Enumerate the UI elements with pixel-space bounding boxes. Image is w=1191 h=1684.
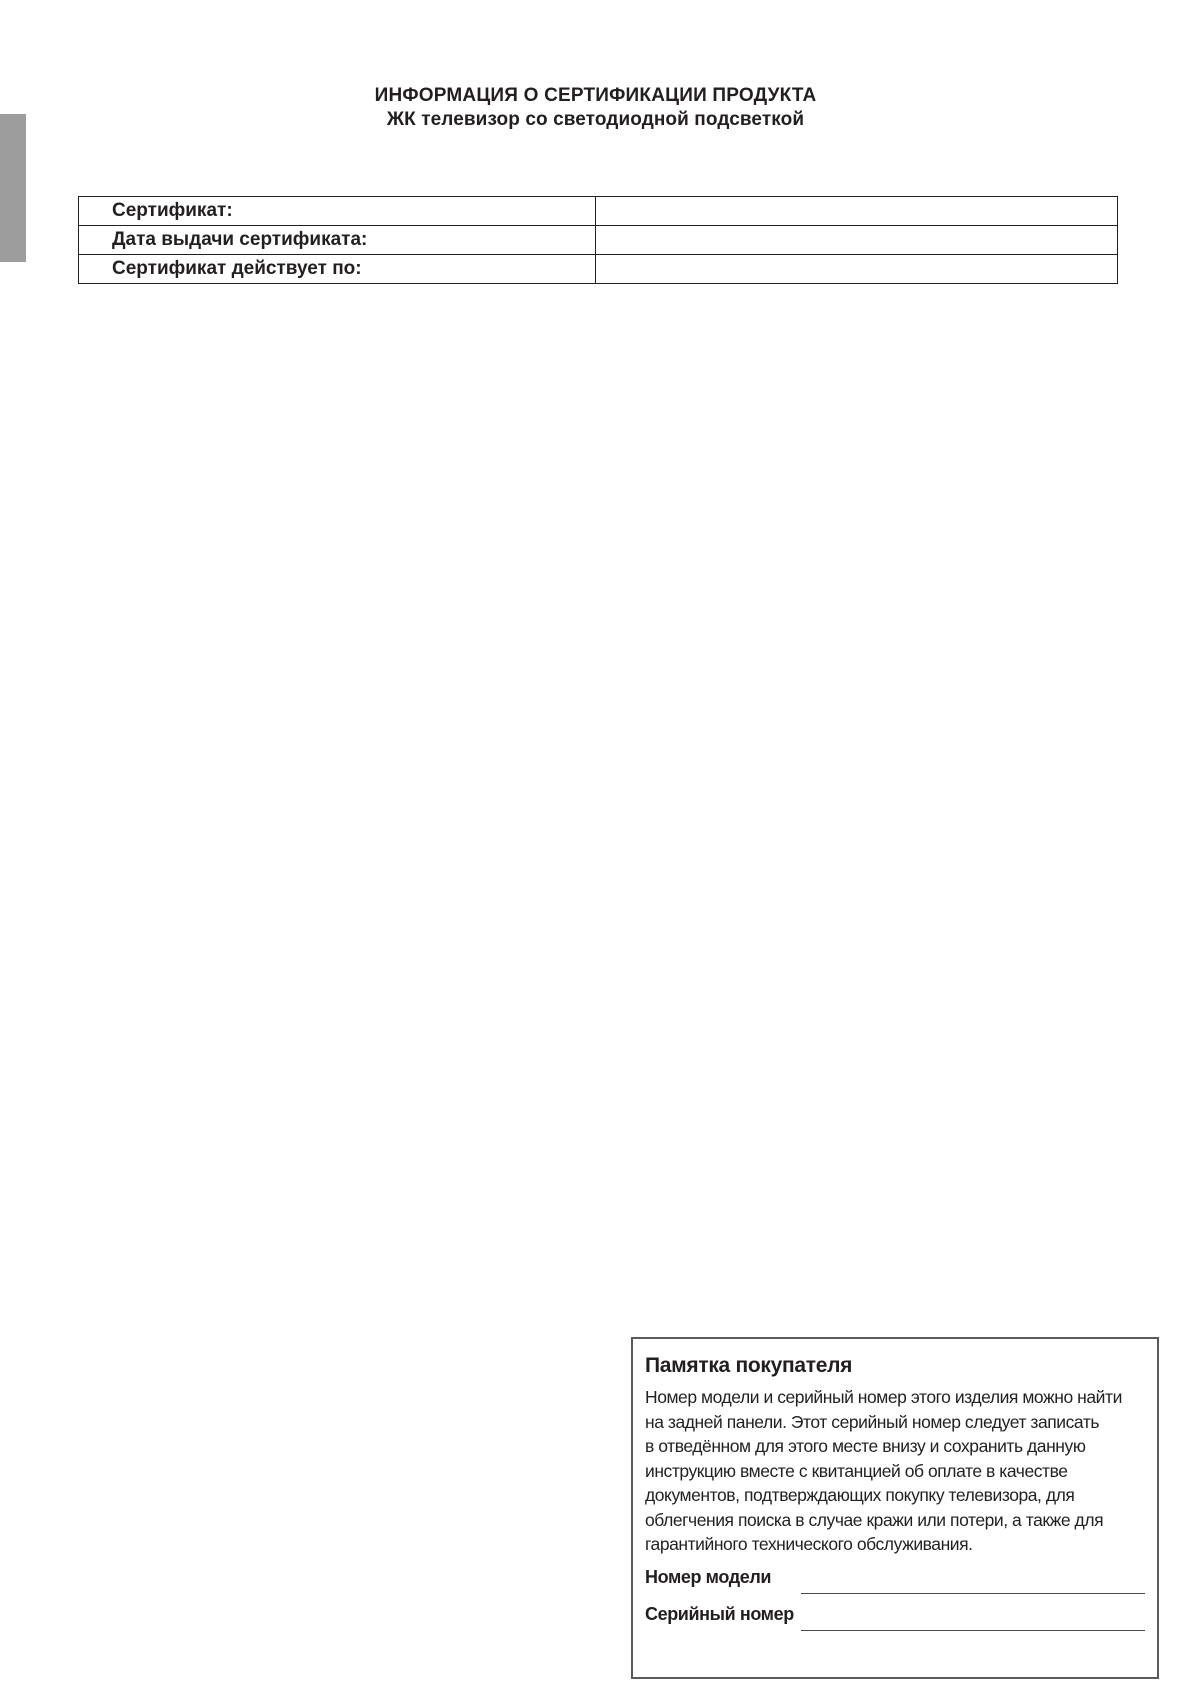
table-row [79, 197, 1118, 226]
certificate-label: Сертификат: [79, 197, 596, 226]
memo-line: гарантийного технического обслуживания. [645, 1534, 973, 1554]
model-number-row [645, 1566, 1145, 1588]
memo-body [645, 1385, 1145, 1557]
memo-line: документов, подтверждающих покупку телевизора, для [645, 1485, 1075, 1505]
memo-title: Памятка покупателя [645, 1354, 853, 1377]
customer-memo-box [631, 1337, 1159, 1679]
issue-date-label: Дата выдачи сертификата: [79, 226, 596, 255]
memo-line: инструкцию вместе с квитанцией об оплате в качестве [645, 1460, 1068, 1481]
memo-line: на задней панели. Этот серийный номер следует записать [645, 1411, 1100, 1432]
valid-until-value [596, 255, 1118, 284]
table-row [79, 226, 1118, 255]
page-title: ИНФОРМАЦИЯ О СЕРТИФИКАЦИИ ПРОДУКТА [374, 85, 817, 106]
model-number-field[interactable] [801, 1571, 1145, 1594]
certificate-table [78, 196, 1118, 284]
certificate-value [596, 197, 1118, 226]
memo-line: Номер модели и серийный номер этого изделия можно найти [645, 1387, 1122, 1407]
page-subtitle: ЖК телевизор со светодиодной подсветкой [386, 109, 805, 130]
serial-number-label: Серийный номер [645, 1604, 794, 1624]
serial-number-row [645, 1603, 1145, 1625]
table-row [79, 255, 1118, 284]
side-tab-marker [0, 114, 26, 262]
valid-until-label: Сертификат действует по: [79, 255, 596, 284]
memo-line: в отведённом для этого месте внизу и сохранить данную [645, 1436, 1086, 1456]
issue-date-value [596, 226, 1118, 255]
serial-number-field[interactable] [801, 1608, 1145, 1631]
header [0, 84, 1191, 132]
memo-line: облегчения поиска в случае кражи или потери, а также для [645, 1509, 1104, 1530]
model-number-label: Номер модели [645, 1567, 772, 1587]
